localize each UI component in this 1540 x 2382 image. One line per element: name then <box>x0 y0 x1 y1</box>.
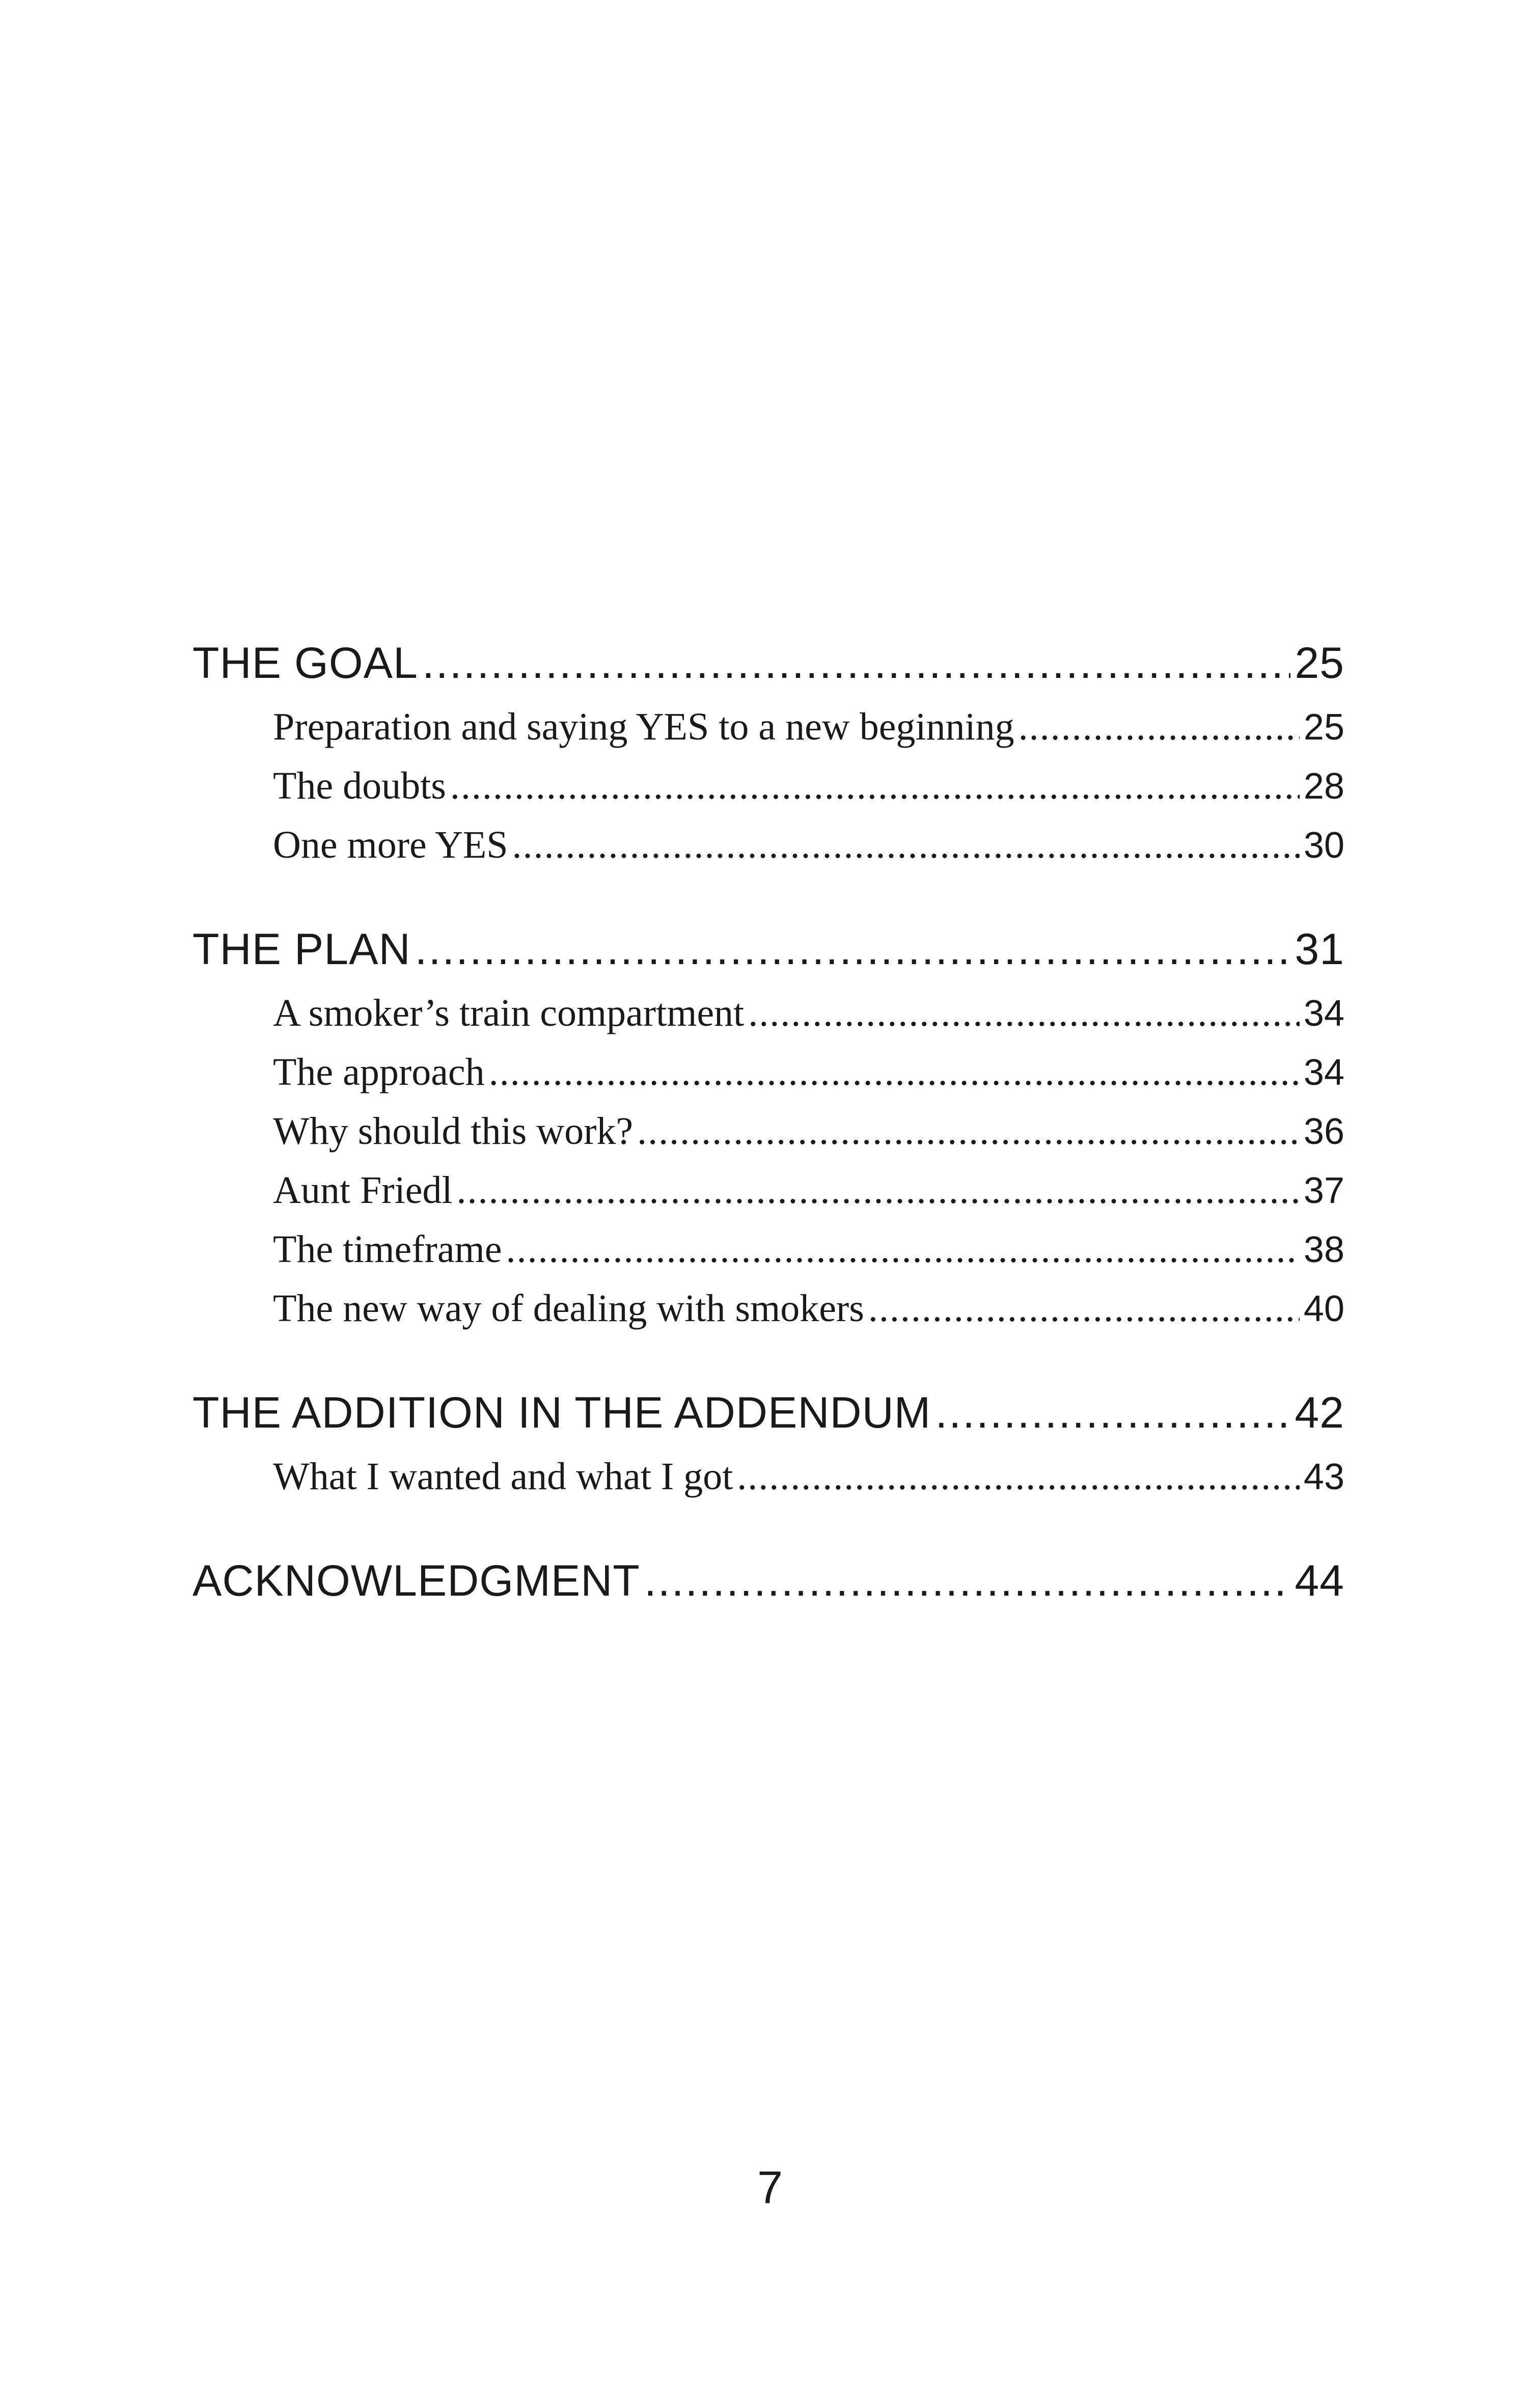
dot-leader <box>489 1043 1300 1102</box>
subsection-title: One more YES <box>273 824 508 866</box>
chapter-title: THE GOAL <box>193 639 418 688</box>
toc-chapter-entry <box>193 1547 1344 1615</box>
subsection-page-number: 43 <box>1303 1457 1344 1497</box>
table-of-contents <box>193 629 1344 1656</box>
subsection-title: The timeframe <box>273 1228 502 1271</box>
chapter-title: THE PLAN <box>193 925 411 974</box>
toc-subsection-entry <box>193 815 1344 874</box>
subsection-title: The doubts <box>273 764 446 807</box>
subsection-title: The approach <box>273 1051 485 1093</box>
toc-section-the-goal <box>193 629 1344 874</box>
toc-subsection-entry <box>193 1447 1344 1506</box>
subsection-page-number: 30 <box>1303 825 1344 866</box>
page-number: 7 <box>757 2162 783 2213</box>
chapter-title: ACKNOWLEDGMENT <box>193 1556 640 1605</box>
toc-subsection-entry <box>193 983 1344 1043</box>
subsection-page-number: 34 <box>1303 993 1344 1034</box>
subsection-title: The new way of dealing with smokers <box>273 1287 864 1330</box>
dot-leader <box>935 1379 1290 1447</box>
dot-leader <box>457 1161 1300 1220</box>
toc-section-the-plan <box>193 915 1344 1338</box>
subsection-page-number: 28 <box>1303 766 1344 807</box>
chapter-page-number: 44 <box>1295 1556 1344 1605</box>
dot-leader <box>422 629 1290 697</box>
dot-leader <box>868 1279 1300 1338</box>
dot-leader <box>737 1447 1300 1506</box>
toc-section-acknowledgment <box>193 1547 1344 1615</box>
toc-subsection-entry <box>193 1279 1344 1338</box>
toc-chapter-entry <box>193 1379 1344 1447</box>
dot-leader <box>415 915 1291 983</box>
toc-subsection-entry <box>193 1102 1344 1161</box>
dot-leader <box>644 1547 1290 1615</box>
chapter-page-number: 25 <box>1295 639 1344 688</box>
subsection-page-number: 36 <box>1303 1111 1344 1152</box>
subsection-title: A smoker’s train compartment <box>273 992 745 1034</box>
dot-leader <box>450 756 1300 815</box>
subsection-page-number: 25 <box>1303 707 1344 748</box>
subsection-page-number: 40 <box>1303 1289 1344 1329</box>
subsection-title: What I wanted and what I got <box>273 1455 733 1498</box>
toc-subsection-entry <box>193 697 1344 756</box>
toc-chapter-entry <box>193 915 1344 983</box>
chapter-page-number: 42 <box>1295 1388 1344 1437</box>
subsection-title: Why should this work? <box>273 1110 634 1153</box>
toc-subsection-entry <box>193 1161 1344 1220</box>
toc-subsection-entry <box>193 1043 1344 1102</box>
subsection-page-number: 38 <box>1303 1229 1344 1270</box>
dot-leader <box>637 1102 1300 1161</box>
dot-leader <box>1019 697 1300 756</box>
subsection-page-number: 34 <box>1303 1052 1344 1093</box>
toc-chapter-entry <box>193 629 1344 697</box>
chapter-title: THE ADDITION IN THE ADDENDUM <box>193 1388 931 1437</box>
dot-leader <box>748 983 1300 1043</box>
subsection-title: Preparation and saying YES to a new beginning <box>273 705 1014 748</box>
subsection-page-number: 37 <box>1303 1170 1344 1211</box>
dot-leader <box>512 815 1300 874</box>
toc-subsection-entry <box>193 1220 1344 1279</box>
dot-leader <box>506 1220 1299 1279</box>
toc-subsection-entry <box>193 756 1344 815</box>
chapter-page-number: 31 <box>1295 925 1344 974</box>
toc-section-the-addition <box>193 1379 1344 1506</box>
subsection-title: Aunt Friedl <box>273 1169 453 1212</box>
